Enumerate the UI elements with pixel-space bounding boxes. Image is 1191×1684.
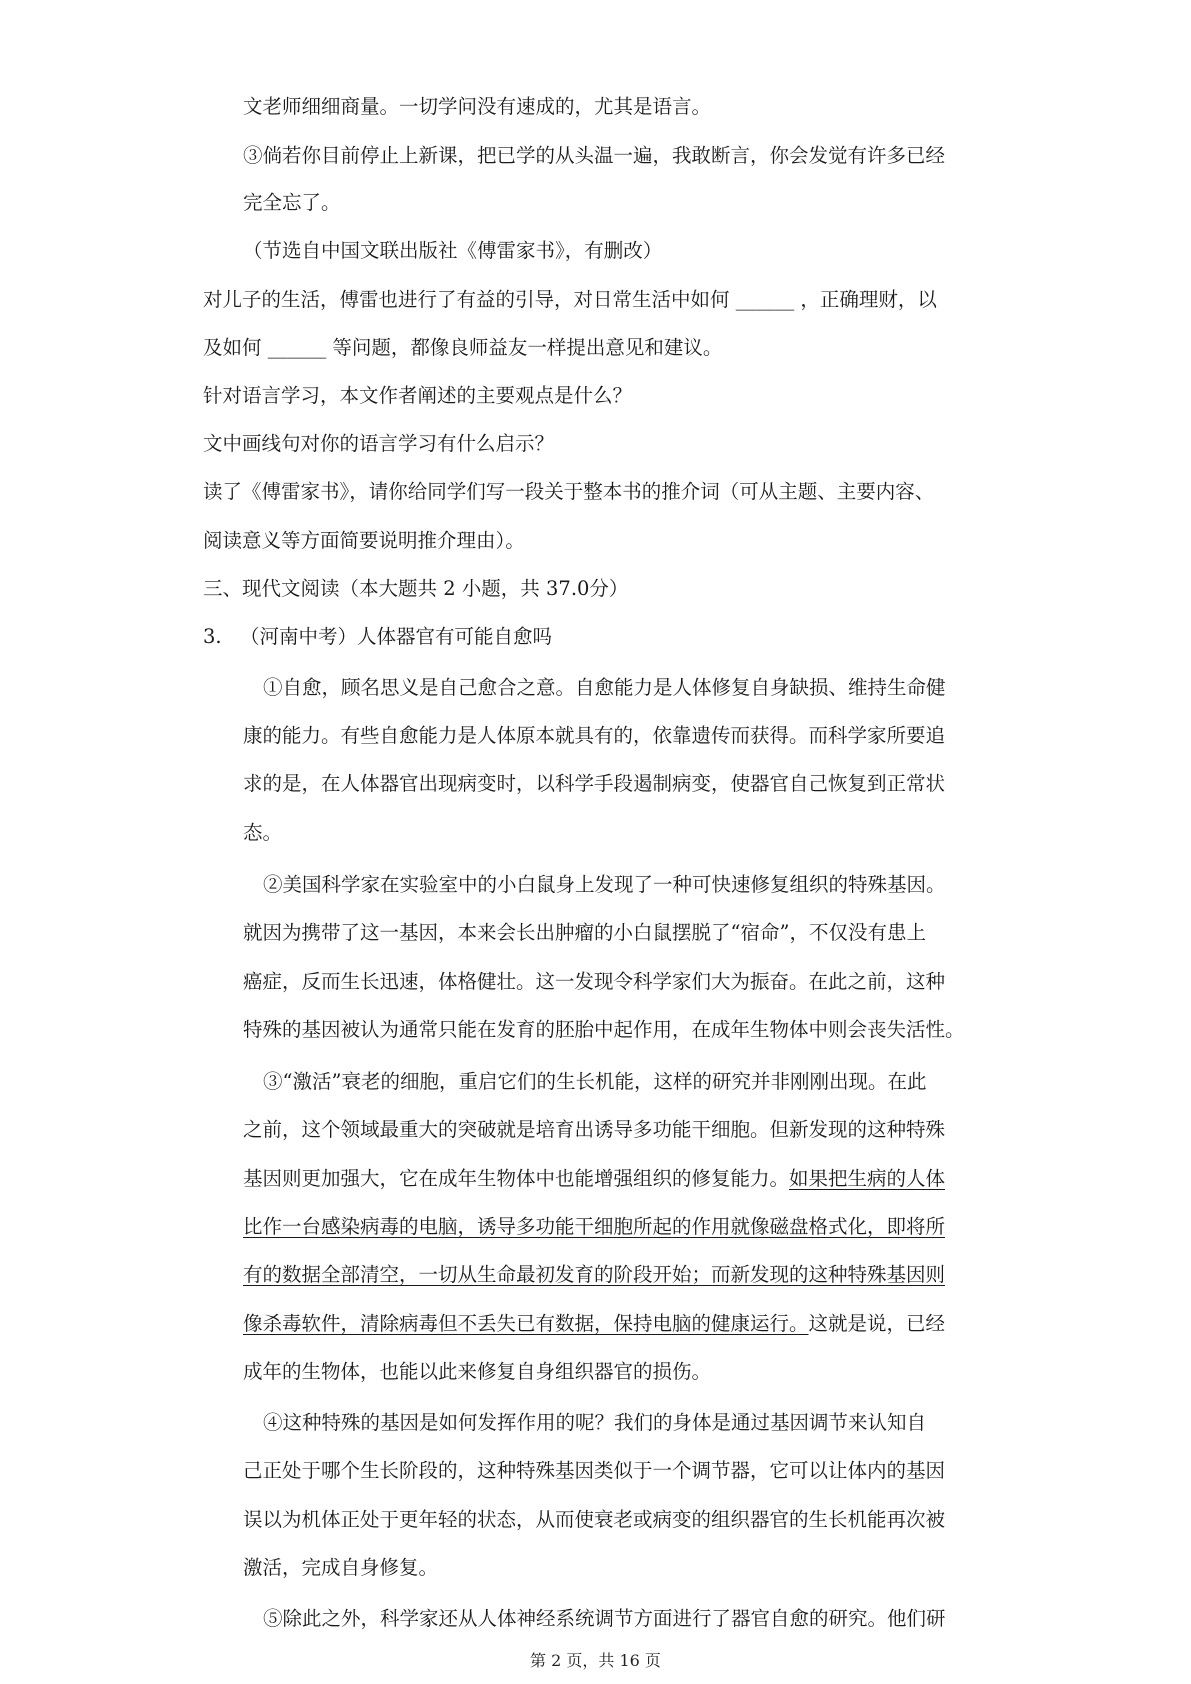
article-line: ③“激活”衰老的细胞，重启它们的生长机能，这样的研究并非刚刚出现。在此: [263, 1070, 927, 1093]
article-line: 态。: [243, 821, 283, 844]
article-line: 特殊的基因被认为通常只能在发育的胚胎中起作用，在成年生物体中则会丧失活性。: [243, 1018, 965, 1041]
underlined-sentence: 像杀毒软件，清除病毒但不丢失已有数据，保持电脑的健康运行。: [243, 1312, 809, 1335]
passage-source: （节选自中国文联出版社《傅雷家书》，有删改）: [243, 239, 663, 262]
article-line: 激活，完成自身修复。: [243, 1556, 439, 1579]
passage-line: 文老师细细商量。一切学问没有速成的，尤其是语言。: [243, 95, 712, 118]
article-line: [243, 1166, 945, 1192]
question-text: 对儿子的生活，傅雷也进行了有益的引导，对日常生活中如何 ______ ，正确理财，以: [203, 288, 937, 311]
article-line: ①自愈，顾名思义是自己愈合之意。自愈能力是人体修复自身缺损、维持生命健: [263, 676, 946, 699]
item-number: 3.: [203, 625, 222, 648]
underlined-sentence: 比作一台感染病毒的电脑，诱导多功能干细胞所起的作用就像磁盘格式化，即将所: [243, 1215, 946, 1238]
article-line: 误以为机体正处于更年轻的状态，从而使衰老或病变的组织器官的生长机能再次被: [243, 1508, 946, 1531]
section-heading: 三、现代文阅读（本大题共 2 小题，共 37.0分）: [203, 577, 629, 600]
article-line: ⑤除此之外，科学家还从人体神经系统调节方面进行了器官自愈的研究。他们研: [263, 1607, 946, 1630]
article-line: ②美国科学家在实验室中的小白鼠身上发现了一种可快速修复组织的特殊基因。: [263, 873, 946, 896]
question-text: 文中画线句对你的语言学习有什么启示？: [203, 432, 555, 455]
question-text: 针对语言学习，本文作者阐述的主要观点是什么？: [203, 384, 633, 407]
article-line: 求的是，在人体器官出现病变时，以科学手段遏制病变，使器官自己恢复到正常状: [243, 772, 946, 795]
article-line: 癌症，反而生长迅速，体格健壮。这一发现令科学家们大为振奋。在此之前，这种: [243, 970, 946, 993]
passage-line: 完全忘了。: [243, 191, 341, 214]
underlined-sentence: 有的数据全部清空，一切从生命最初发育的阶段开始；而新发现的这种特殊基因则: [243, 1263, 946, 1286]
passage-line: ③倘若你目前停止上新课，把已学的从头温一遍，我敢断言，你会发觉有许多已经: [243, 144, 946, 167]
article-text: 这就是说，已经: [808, 1312, 946, 1335]
question-text: 阅读意义等方面简要说明推介理由）。: [203, 529, 525, 552]
item-title: （河南中考）人体器官有可能自愈吗: [240, 625, 553, 648]
article-line: 就因为携带了这一基因，本来会长出肿瘤的小白鼠摆脱了“宿命”，不仅没有患上: [243, 921, 926, 944]
article-line: 己正处于哪个生长阶段的，这种特殊基因类似于一个调节器，它可以让体内的基因: [243, 1459, 946, 1482]
question-text: 及如何 ______ 等问题，都像良师益友一样提出意见和建议。: [203, 336, 723, 359]
article-text: 基因则更加强大，它在成年生物体中也能增强组织的修复能力。: [243, 1167, 790, 1190]
article-line: ④这种特殊的基因是如何发挥作用的呢？我们的身体是通过基因调节来认知自: [263, 1411, 927, 1434]
question-text: 读了《傅雷家书》，请你给同学们写一段关于整本书的推介词（可从主题、主要内容、: [203, 480, 935, 503]
page-footer: 第 2 页，共 16 页: [530, 1651, 661, 1670]
article-line: 成年的生物体，也能以此来修复自身组织器官的损伤。: [243, 1360, 712, 1383]
article-line: [243, 1311, 945, 1337]
article-line: 之前，这个领域最重大的突破就是培育出诱导多功能干细胞。但新发现的这种特殊: [243, 1118, 946, 1141]
article-line: 康的能力。有些自愈能力是人体原本就具有的，依靠遗传而获得。而科学家所要追: [243, 724, 946, 747]
underlined-sentence: 如果把生病的人体: [789, 1167, 946, 1190]
